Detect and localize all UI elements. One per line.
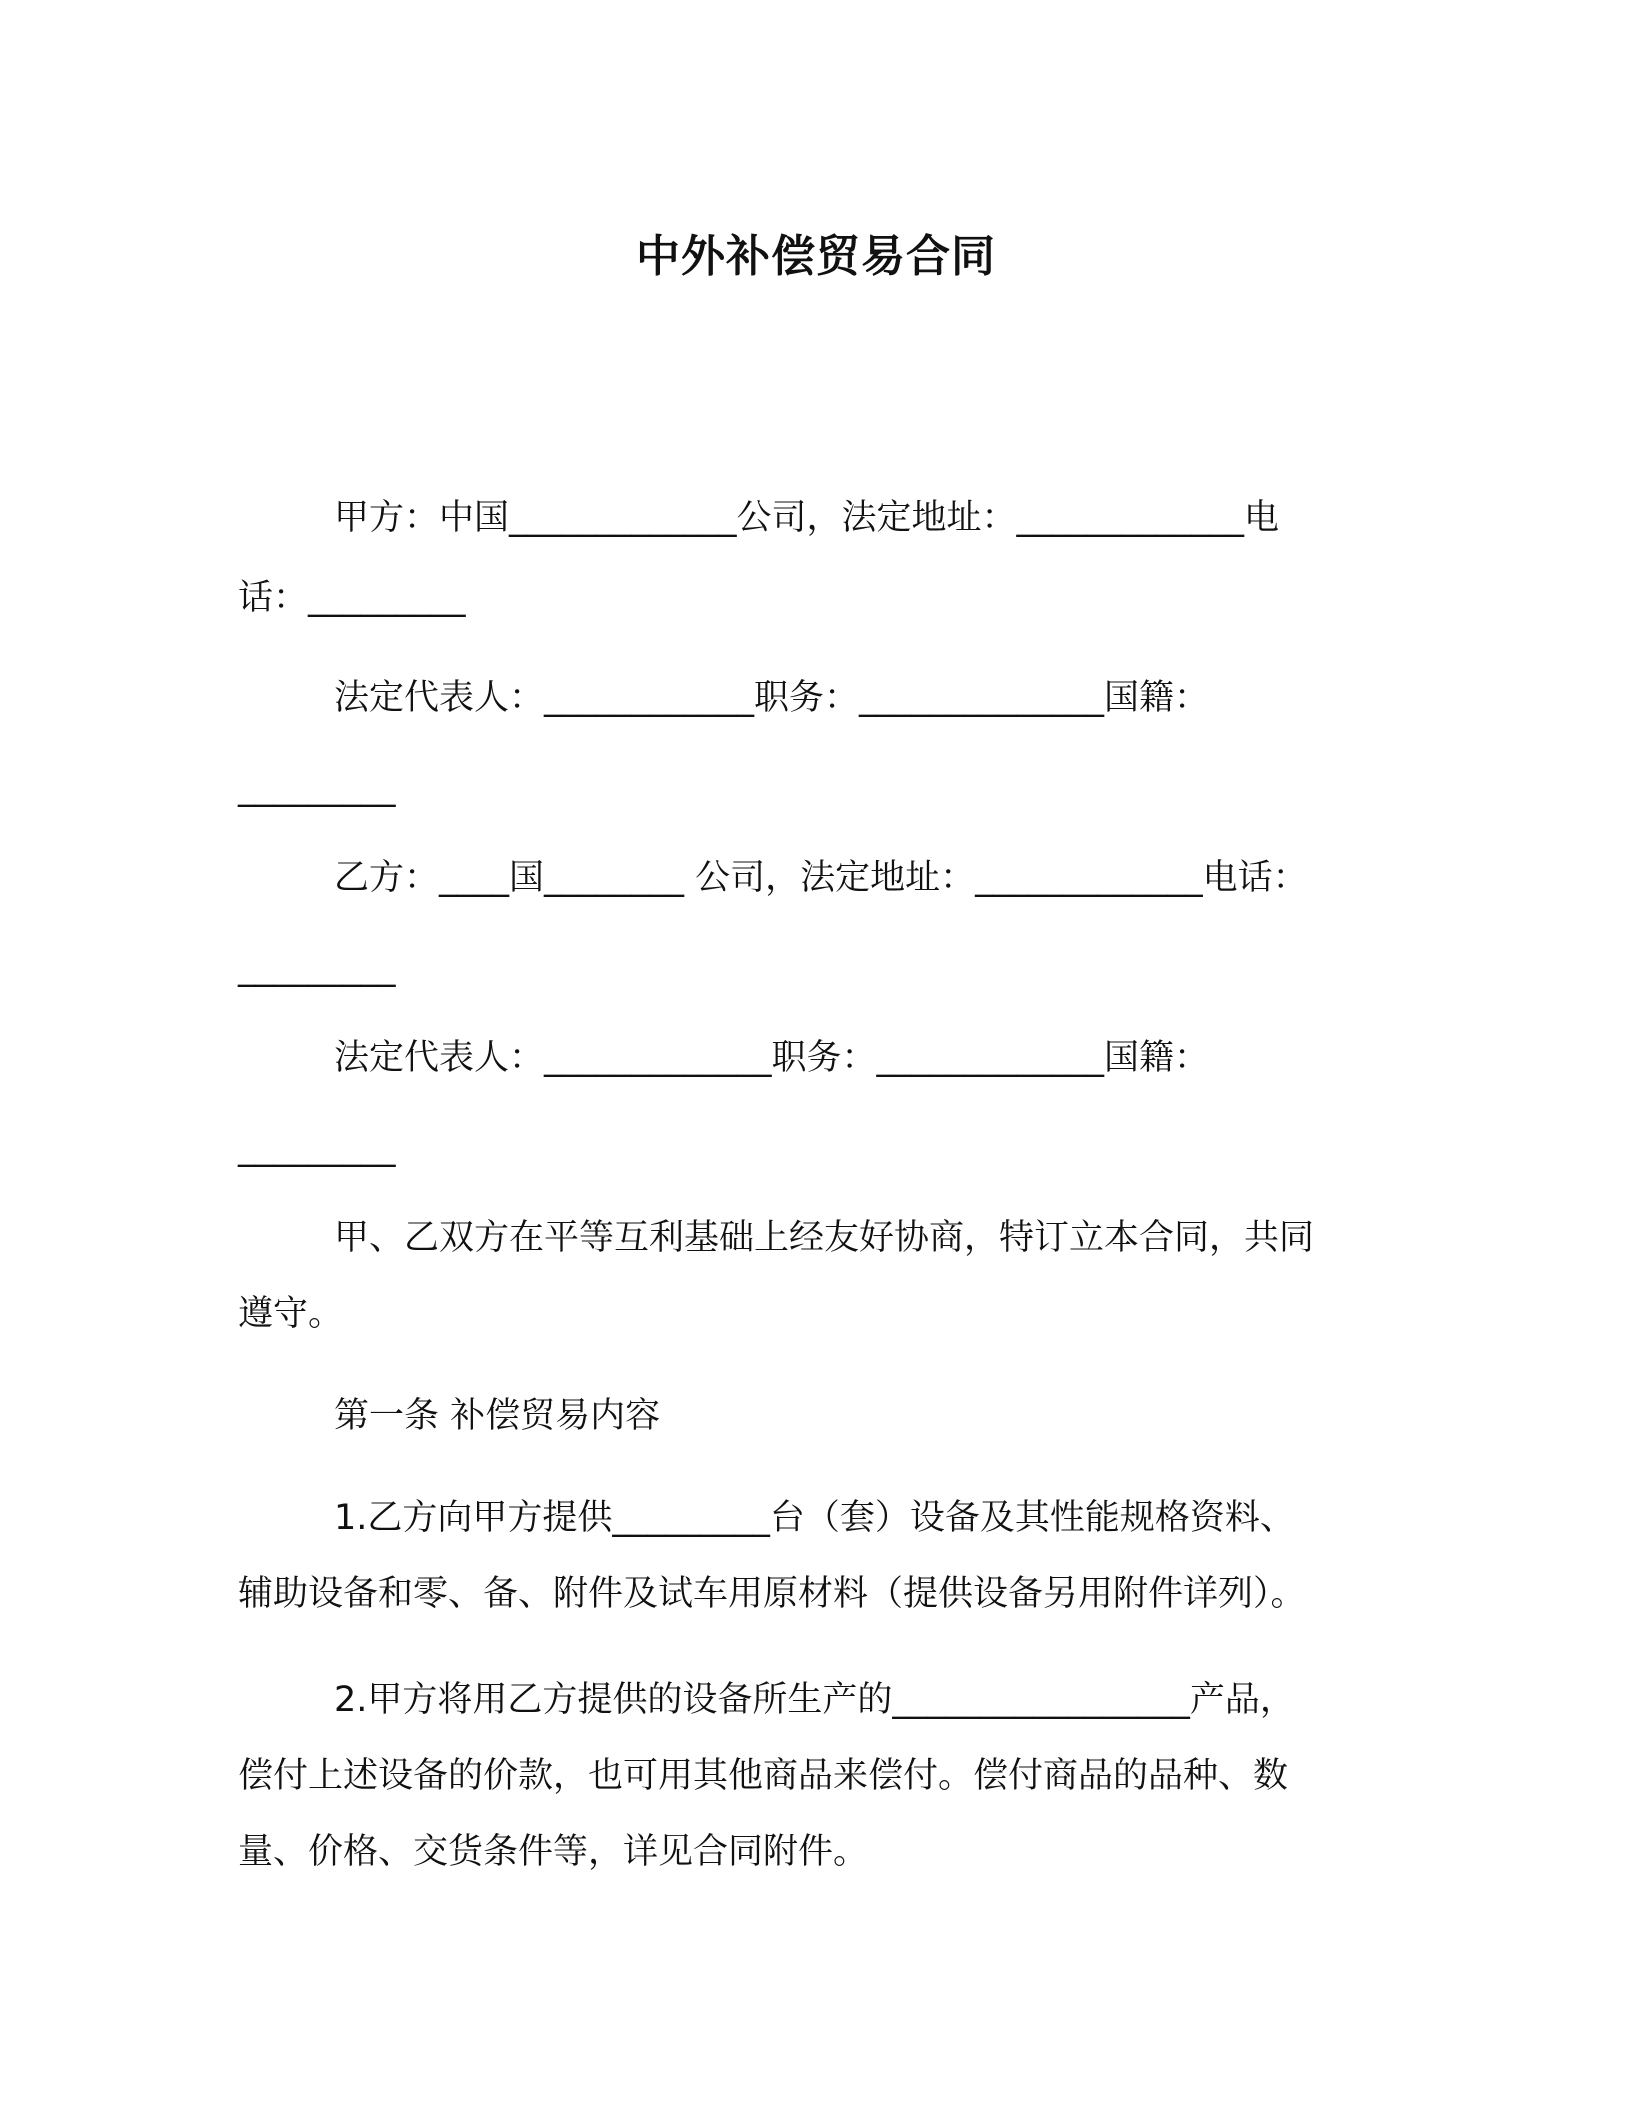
article-one-heading: 第一条 补偿贸易内容 [334,1396,661,1436]
clause-2-line-3: 量、价格、交货条件等，详见合同附件。 [238,1832,869,1872]
clause-1-line-1: 1.乙方向甲方提供_________台（套）设备及其性能规格资料、 [334,1498,1295,1538]
party-b-line: 乙方：____国________ 公司，法定地址：_____________电话： [334,858,1308,898]
preamble-line-2: 遵守。 [238,1294,344,1334]
party-a-representative-line: 法定代表人：____________职务：______________国籍： [334,678,1210,718]
preamble-line-1: 甲、乙双方在平等互利基础上经友好协商，特订立本合同，共同 [334,1218,1315,1258]
party-b-representative-line: 法定代表人：_____________职务：_____________国籍： [334,1038,1210,1078]
party-b-nationality-blank: _________ [238,1128,396,1168]
clause-2-line-2: 偿付上述设备的价款，也可用其他商品来偿付。偿付商品的品种、数 [238,1756,1289,1796]
document-title: 中外补偿贸易合同 [636,231,996,282]
party-b-phone-blank: _________ [238,948,396,988]
party-a-phone-line: 话：_________ [238,578,466,618]
party-a-line: 甲方：中国_____________公司，法定地址：_____________电 [334,498,1280,538]
party-a-nationality-blank: _________ [238,768,396,808]
clause-1-line-2: 辅助设备和零、备、附件及试车用原材料（提供设备另用附件详列）。 [238,1574,1306,1614]
clause-2-line-1: 2.甲方将用乙方提供的设备所生产的_________________产品， [334,1680,1295,1720]
